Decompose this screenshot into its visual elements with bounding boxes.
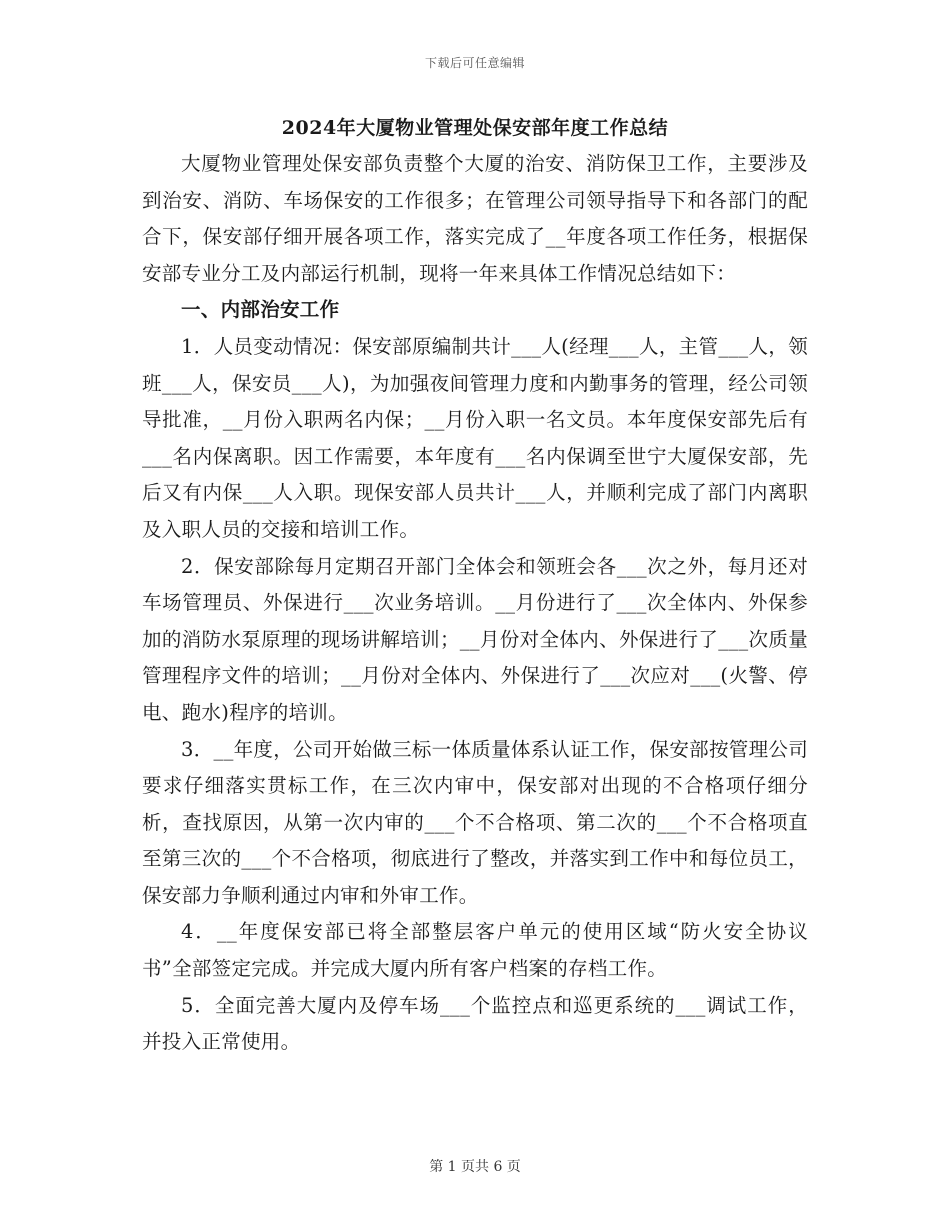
header-note: 下载后可任意编辑 bbox=[424, 56, 525, 70]
paragraph-item: 5．全面完善大厦内及停车场___个监控点和巡更系统的___调试工作，并投入正常使用。 bbox=[142, 993, 808, 1054]
document-title: 2024年大厦物业管理处保安部年度工作总结 bbox=[281, 117, 669, 139]
paragraph-item: 2．保安部除每月定期召开部门全体会和领班会各___次之外，每月还对车场管理员、外保进行___次业务培训。__月份进行了___次全体内、外保参加的消防水泵原理的现场讲解培训；__月份对全体内、外保进行了___次质量管理程序文件的培训；__月份对全体内、外保进行了___次应对___(火警、停电、跑水)程序的培训。 bbox=[142, 554, 808, 724]
page-indicator: 第 1 页共 6 页 bbox=[429, 1159, 521, 1175]
intro-paragraph: 大厦物业管理处保安部负责整个大厦的治安、消防保卫工作，主要涉及到治安、消防、车场保安的工作很多；在管理公司领导指导下和各部门的配合下，保安部仔细开展各项工作，落实完成了__年度各项工作任务，根据保安部专业分工及内部运行机制，现将一年来具体工作情况总结如下： bbox=[142, 152, 808, 285]
section-heading: 一、内部治安工作 bbox=[181, 298, 340, 322]
paragraph-item: 4．__年度保安部已将全部整层客户单元的使用区域“防火安全协议书”全部签定完成。并完成大厦内所有客户档案的存档工作。 bbox=[142, 920, 808, 981]
document-body bbox=[142, 146, 808, 1061]
paragraph-item: 3．__年度，公司开始做三标一体质量体系认证工作，保安部按管理公司要求仔细落实贯标工作，在三次内审中，保安部对出现的不合格项仔细分析，查找原因，从第一次内审的___个不合格项、第二次的___个不合格项直至第三次的___个不合格项，彻底进行了整改，并落实到工作中和每位员工，保安部力争顺利通过内审和外审工作。 bbox=[142, 737, 808, 907]
paragraph-item: 1．人员变动情况：保安部原编制共计___人(经理___人，主管___人，领班___人，保安员___人)，为加强夜间管理力度和内勤事务的管理，经公司领导批准，__月份入职两名内保；__月份入职一名文员。本年度保安部先后有___名内保离职。因工作需要，本年度有___名内保调至世宁大厦保安部，先后又有内保___人入职。现保安部人员共计___人，并顺利完成了部门内离职及入职人员的交接和培训工作。 bbox=[142, 334, 808, 541]
